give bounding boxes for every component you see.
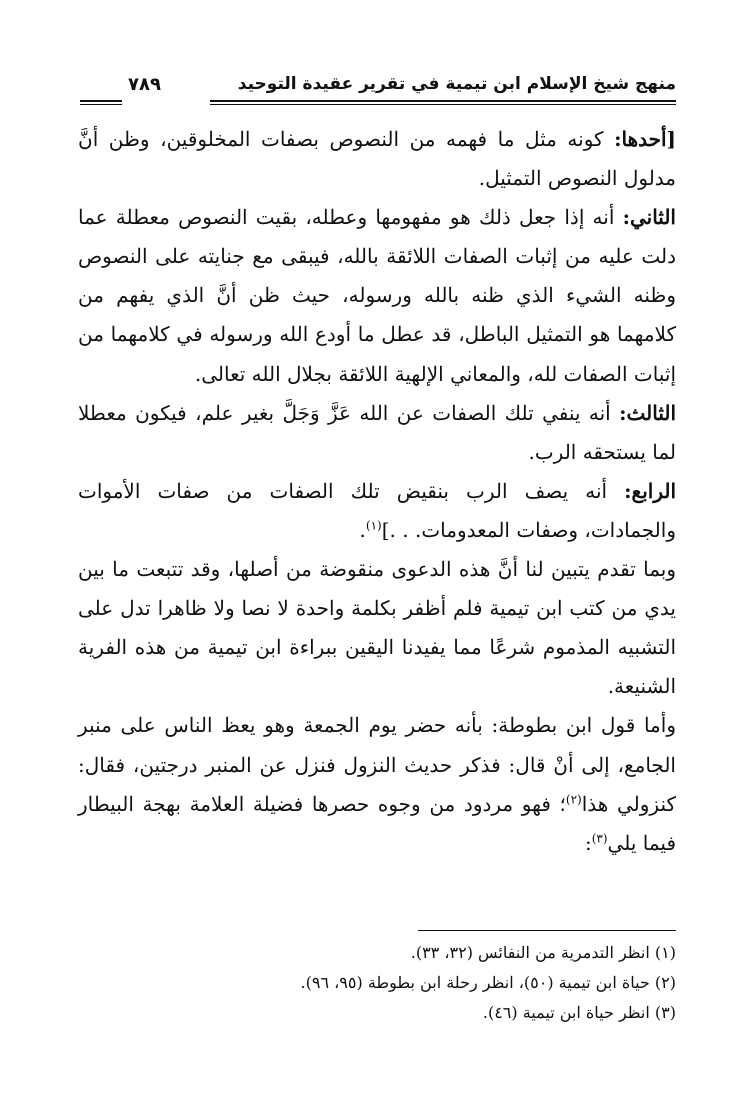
footnote-item: (٢) حياة ابن تيمية (٥٠)، انظر رحلة ابن بطوطة (٩٥، ٩٦). bbox=[300, 973, 676, 992]
header-rule-short bbox=[80, 100, 122, 105]
paragraph-text: كونه مثل ما فهمه من النصوص بصفات المخلوقين، وظن أنَّ مدلول النصوص التمثيل. bbox=[78, 127, 676, 191]
running-header bbox=[80, 74, 676, 108]
header-title: منهج شيخ الإسلام ابن تيمية في تقرير عقيدة التوحيد bbox=[237, 74, 676, 94]
paragraph-text: ؛ فهو مردود من وجوه حصرها فضيلة العلامة بهجة البيطار فيما يلي bbox=[78, 791, 676, 855]
paragraph-text: أنه ينفي تلك الصفات عن الله عَزَّ وَجَلَّ بغير علم، فيكون معطلا لما يستحقه الرب. bbox=[78, 400, 676, 464]
paragraph-fourth bbox=[78, 472, 676, 550]
paragraph-text: أنه إذا جعل ذلك هو مفهومها وعطله، بقيت النصوص معطلة عما دلت عليه من إثبات الصفات اللائقة بالله، فيبقى مع جنايته على النصوص وظنه الشيء الذي ظنه بالله ورسوله، حيث ظن أنَّ الذي يفهم من كلامهما هو التمثيل الباطل، قد عطل ما أودع الله ورسوله في كلامهما من إثبات الصفات لله، والمعاني الإلهية اللائقة بجلال الله تعالى. bbox=[78, 205, 676, 386]
paragraph-text-end: . bbox=[359, 517, 366, 542]
paragraph-second bbox=[78, 198, 676, 393]
footnote-item: (٣) انظر حياة ابن تيمية (٤٦). bbox=[482, 1003, 676, 1022]
footnotes bbox=[78, 938, 676, 1028]
header-rule bbox=[210, 100, 676, 105]
footnote-item: (١) انظر التدمرية من النفائس (٣٢، ٣٣). bbox=[410, 943, 676, 962]
paragraph-term: الثاني: bbox=[622, 205, 676, 230]
main-text bbox=[78, 120, 676, 863]
paragraph-first bbox=[78, 120, 676, 198]
paragraph-term: [أحدها: bbox=[614, 127, 677, 151]
footnote-ref: (٣) bbox=[591, 831, 608, 846]
footnote-ref: (١) bbox=[365, 518, 382, 533]
paragraph-conclusion bbox=[78, 550, 676, 706]
page-number: ٧٨٩ bbox=[128, 74, 161, 95]
paragraph-text: وأما قول ابن بطوطة: بأنه حضر يوم الجمعة وهو يعظ الناس على منبر الجامع، إلى أنْ قال: فذكر حديث النزول فنزل عن المنبر درجتين، فقال: كنزولي هذا bbox=[78, 713, 676, 816]
paragraph-text-end: : bbox=[584, 830, 592, 855]
paragraph-ibn-battuta bbox=[78, 706, 676, 862]
paragraph-term: الثالث: bbox=[619, 400, 677, 425]
paragraph-third bbox=[78, 394, 676, 472]
paragraph-text: وبما تقدم يتبين لنا أنَّ هذه الدعوى منقوضة من أصلها، وقد تتبعت ما بين يدي من كتب ابن تيمية فلم أظفر بكلمة واحدة لا نصا ولا ظاهرا تدل على التشبيه المذموم شرعًا مما يفيدنا اليقين ببراءة ابن تيمية من هذه الفرية الشنيعة. bbox=[78, 557, 676, 699]
footnote-separator bbox=[418, 930, 676, 931]
footnote-ref: (٢) bbox=[565, 791, 582, 806]
paragraph-term: الرابع: bbox=[624, 478, 677, 503]
paragraph-text: أنه يصف الرب بنقيض تلك الصفات من صفات الأموات والجمادات، وصفات المعدومات. . .] bbox=[78, 478, 676, 542]
